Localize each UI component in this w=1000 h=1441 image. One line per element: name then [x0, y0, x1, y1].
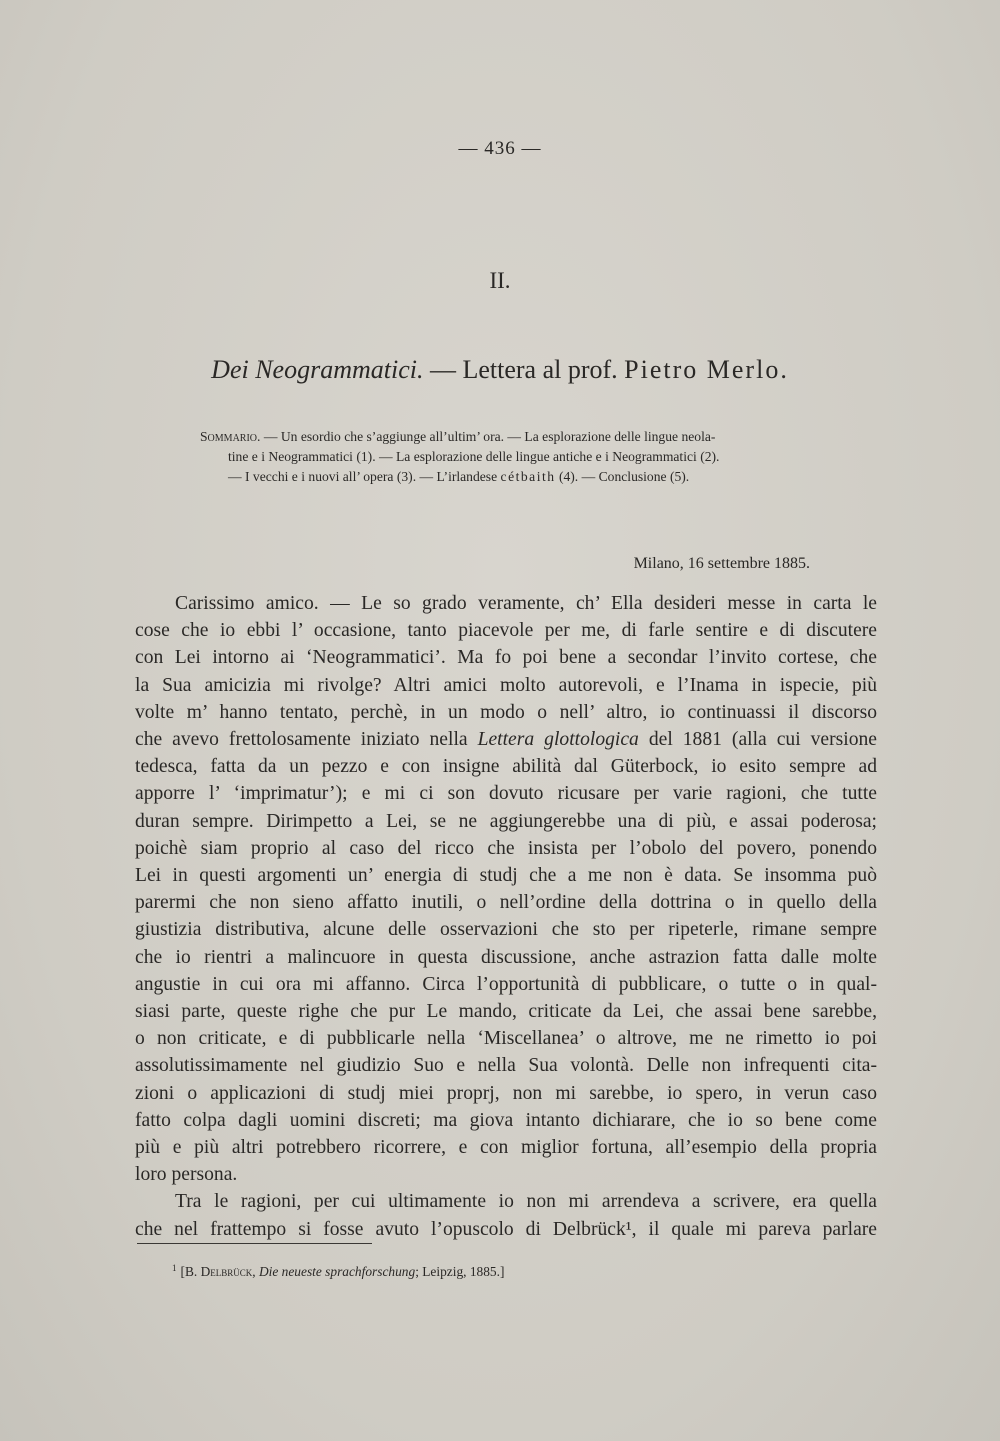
- title-dash: — Lettera al prof.: [423, 355, 625, 384]
- text-line: zioni o applicazioni di studj miei proprj, non mi sarebbe, io spero, in verun caso: [135, 1082, 877, 1104]
- text-line: la Sua amicizia mi rivolge? Altri amici molto autorevoli, e l’Inama in ispecie, più: [135, 674, 877, 696]
- footnote-text: ; Leipzig, 1885.]: [415, 1264, 505, 1279]
- summary-line: [200, 467, 815, 487]
- text-line: siasi parte, queste righe che pur Le mando, criticate da Lei, che assai bene sarebbe,: [135, 1001, 877, 1023]
- text-line: che nel frattempo si fosse avuto l’opuscolo di Delbrück¹, il quale mi pareva parlare: [135, 1218, 877, 1240]
- text-line: Tra le ragioni, per cui ultimamente io non mi arrendeva a scrivere, era quella: [175, 1191, 877, 1213]
- footnote-rule: [137, 1243, 372, 1244]
- text-line: poichè siam proprio al caso del ricco che insista per l’obolo del povero, ponendo: [135, 837, 877, 859]
- text-line: tedesca, fatta da un pezzo e con insigne abilità dal Güterbock, io esito sempre ad: [135, 756, 877, 778]
- summary-line: [200, 427, 815, 447]
- summary: [200, 427, 815, 487]
- text-run: del 1881 (alla cui versione: [638, 729, 877, 751]
- dateline: Milano, 16 settembre 1885.: [633, 555, 810, 572]
- summary-line: tine e i Neogrammatici (1). — La esplorazione delle lingue antiche e i Neogrammatici (2).: [228, 449, 720, 464]
- summary-text: — Un esordio che s’aggiunge all’ultim’ ora. — La esplorazione delle lingue neola-: [260, 429, 716, 444]
- summary-text: — I vecchi e i nuovi all’ opera (3). — L’irlandese: [228, 469, 501, 484]
- text-line: Lei in questi argomenti un’ energia di studj che a me non è data. Se insomma può: [135, 865, 877, 887]
- summary-label: Sommario.: [200, 429, 261, 444]
- summary-word: cétbaith: [500, 469, 556, 484]
- footnote-author: Delbrück: [200, 1264, 253, 1279]
- footnote-text: [B.: [180, 1264, 201, 1279]
- text-line: angustie in cui ora mi affanno. Circa l’opportunità di pubblicare, o tutte o in qual-: [135, 973, 877, 995]
- text-line: giustizia distributiva, alcune delle osservazioni che sto per ripeterle, rimane sempre: [135, 919, 877, 941]
- text-run: che avevo frettolosamente iniziato nella: [135, 729, 478, 751]
- summary-text: (4). — Conclusione (5).: [555, 469, 690, 484]
- article-title: [0, 355, 1000, 385]
- text-line: cose che io ebbi l’ occasione, tanto piacevole per me, di farle sentire e di discutere: [135, 620, 877, 642]
- section-number: II.: [489, 268, 511, 293]
- title-name: Pietro Merlo.: [624, 355, 789, 384]
- text-line: volte m’ hanno tentato, perchè, in un modo o nell’ altro, io continuassi il discorso: [135, 701, 877, 723]
- paragraph: [135, 590, 877, 1188]
- text-line: apporre l’ ‘imprimatur’); e mi ci son dovuto ricusare per varie ragioni, che tutte: [135, 783, 877, 805]
- text-line: duran sempre. Dirimpetto a Lei, se ne aggiungerebbe una di più, e assai poderosa;: [135, 810, 877, 832]
- text-line: loro persona.: [135, 1164, 238, 1186]
- footnote-work: Die neueste sprachforschung: [258, 1264, 416, 1279]
- text-line: o non criticate, e di pubblicarle nella ‘Miscellanea’ o altrove, me ne rimetto io poi: [135, 1028, 877, 1050]
- text-line: [135, 726, 877, 753]
- text-line: Carissimo amico. — Le so grado veramente, ch’ Ella desideri messe in carta le: [175, 593, 877, 614]
- text-line: con Lei intorno ai ‘Neogrammatici’. Ma fo poi bene a secondar l’invito cortese, che: [135, 647, 877, 669]
- text-line: assolutissimamente nel giudizio Suo e nella Sua volontà. Delle non infrequenti cita-: [135, 1055, 877, 1077]
- text-line: più e più altri potrebbero ricorrere, e con miglior fortuna, all’esempio della propria: [135, 1137, 877, 1159]
- paragraph: [135, 1188, 877, 1242]
- title-italic: Dei Neogrammatici.: [211, 355, 424, 384]
- footnote-marker: 1: [172, 1263, 177, 1273]
- text-line: parermi che non sieno affatto inutili, o nell’ordine della dottrina o in quello della: [135, 892, 877, 914]
- letter-body: [135, 590, 877, 1243]
- italic-title: Lettera glottologica: [477, 729, 639, 751]
- text-line: fatto colpa dagli uomini discreti; ma giova intanto dichiarare, che io so bene come: [135, 1109, 877, 1131]
- text-line: che io rientri a malincuore in questa discussione, anche astrazion fatta dalle molte: [135, 946, 877, 968]
- page-number: — 436 —: [458, 138, 542, 159]
- footnote: [172, 1263, 504, 1280]
- footnote-text: ,: [252, 1264, 259, 1279]
